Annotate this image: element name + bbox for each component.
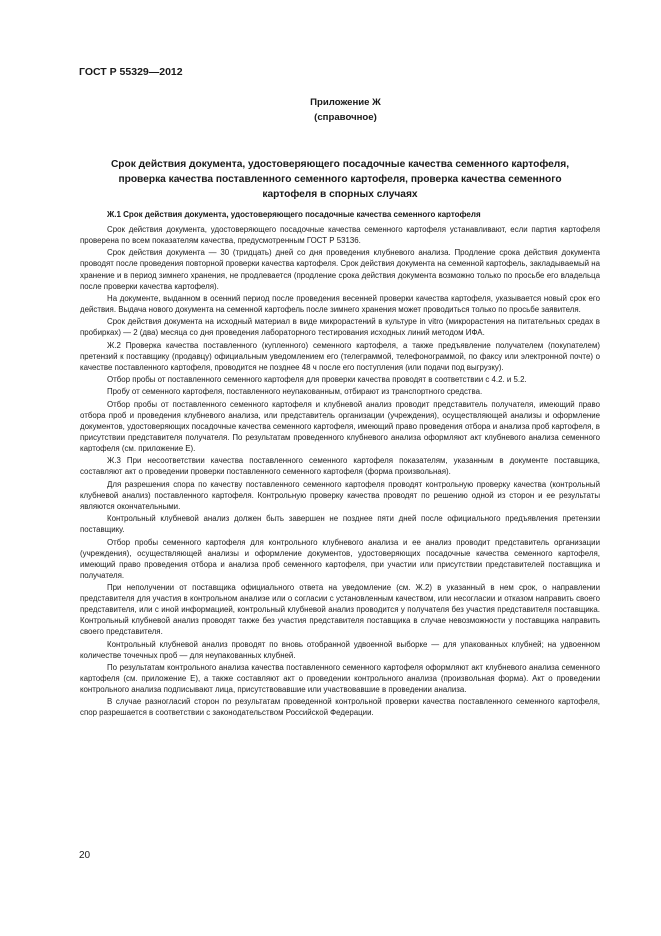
paragraph: Отбор пробы семенного картофеля для контрольного клубневого анализа и ее анализ проводит представитель организации (учреждения), осуществляющей анализы и оформление документов, удостоверяющих посадочные качества семенного картофеля, имеющий право проведения отбора и анализа проб семенного картофеля, при участии или присутствии представителей поставщика и получателя. [80,537,600,580]
appendix-title [80,157,600,202]
appendix-heading [0,95,661,125]
paragraph: Ж.2 Проверка качества поставленного (купленного) семенного картофеля, а также предъявление получателем (покупателем) претензий к поставщику (продавцу) официальным уведомлением его (телеграммой, телефонограммой, по факсу или электронной почте) о качестве поставленного картофеля, проводится не позднее 48 ч после его поступления (или подачи под выгрузку). [80,340,600,372]
paragraph: Для разрешения спора по качеству поставленного семенного картофеля проводят контрольную проверку качества (контрольный клубневой анализ) поставленного картофеля. Контрольную проверку качества проводят по решению одной из сторон и ее результаты являются окончательными. [80,479,600,511]
paragraph: Отбор пробы от поставленного семенного картофеля и клубневой анализ проводит представитель получателя, имеющий право отбора проб и проведения клубневого анализа, или представитель организации (учреждения), осуществляющей анализы и оформление документов, удостоверяющих посадочные качества семенного картофеля, имеющий право проведения отбора и анализа проб картофеля, в присутствии представителя получателя. По результатам проведенного клубневого анализа оформляют акт клубневого анализа семенного картофеля (см. приложение Е). [80,399,600,454]
page-number: 20 [79,850,91,861]
paragraph: На документе, выданном в осенний период после проведения весенней проверки качества картофеля, указывается новый срок его действия. Выдача нового документа на семенной картофель после зимнего хранения может проводиться только по просьбе заявителя. [80,293,600,314]
document-header: ГОСТ Р 55329—2012 [79,66,183,78]
paragraph: Ж.3 При несоответствии качества поставленного семенного картофеля показателям, указанным в документе поставщика, составляют акт о проведении проверки поставленного семенного картофеля (форма произвольная). [80,456,600,477]
appendix-type: (справочное) [314,112,377,123]
paragraph: Срок действия документа на исходный материал в виде микрорастений в культуре in vitro (микрорастения на питательных средах в пробирках) — 2 (два) месяца со дня проведения лабораторного тестирования исходных линий методом ИФА. [80,317,600,338]
title-line: Срок действия документа, удостоверяющего посадочные качества семенного картофеля, [110,159,570,170]
paragraph: Контрольный клубневой анализ проводят по вновь отобранной удвоенной выборке — для упакованных клубней; на удвоенном количестве точечных проб — для неупакованных клубней. [80,639,600,660]
paragraph: Отбор пробы от поставленного семенного картофеля для проверки качества проводят в соответствии с 4.2. и 5.2. [107,375,527,385]
title-line: проверка качества поставленного семенного картофеля, проверка качества семенного [118,174,562,185]
paragraph: Контрольный клубневой анализ должен быть завершен не позднее пяти дней после официального предъявления претензии поставщику. [80,514,600,535]
title-line: картофеля в спорных случаях [262,189,418,200]
paragraph: При неполучении от поставщика официального ответа на уведомление (см. Ж.2) в указанный в нем срок, о направлении представителя для участия в контрольном анализе или о согласии с установленным качеством, или несогласии и отказом направить своего представителя, или с иной информацией, контрольный клубневой анализ проводится у получателя без участия представителя поставщика. Контрольный клубневой анализ проводят также без участия представителя поставщика в случае невозможности у поставщика направить своего представителя. [80,583,600,637]
appendix-label: Приложение Ж [310,97,381,108]
paragraph: В случае разногласий сторон по результатам проведенной контрольной проверки качества поставленного семенного картофеля, спор разрешается в соответствии с законодательством Российской Федерации. [80,697,600,718]
paragraph: Пробу от семенного картофеля, поставленного неупакованным, отбирают из транспортного средства. [107,387,483,397]
section-heading: Ж.1 Срок действия документа, удостоверяющего посадочные качества семенного картофеля [107,210,481,219]
paragraph: Срок действия документа — 30 (тридцать) дней со дня проведения клубневого анализа. Продление срока действия документа проводят после проведения повторной проверки качества картофеля. Срок действия документа на семенной картофель, закладываемый на хранение и в период зимнего хранения, не продлевается (продление срока действия документа возможно только по просьбе его владельца после проверки качества картофеля). [80,248,600,291]
paragraph: Срок действия документа, удостоверяющего посадочные качества семенного картофеля устанавливают, если партия картофеля проверена по всем показателям качества, предусмотренным ГОСТ Р 53136. [80,225,600,246]
paragraph: По результатам контрольного анализа качества поставленного семенного картофеля оформляют акт клубневого анализа семенного картофеля (см. приложение Е), а также составляют акт о проведении контрольного анализа (произвольная форма). Акт о проведении контрольного анализа подписывают лица, присутствовавшие или участвовавшие в проведении анализа. [80,662,600,695]
document-body [80,209,600,720]
